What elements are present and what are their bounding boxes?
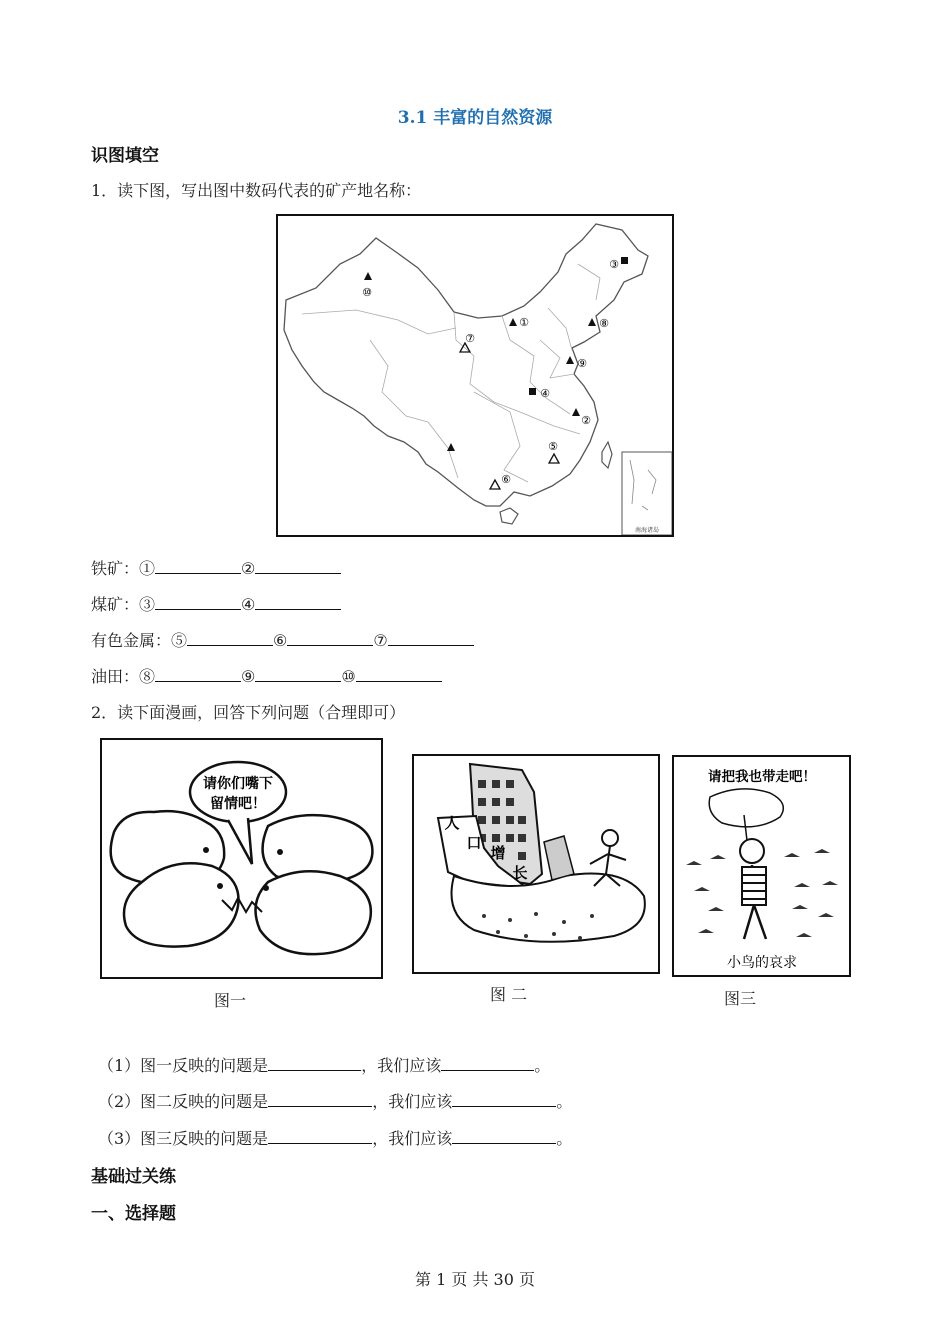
blank-q3-problem[interactable] — [268, 1129, 372, 1144]
page-title: 3.1 丰富的自然资源 — [397, 108, 553, 128]
bird-plea: 请把我也带走吧！ — [708, 769, 816, 785]
blank-oil-3[interactable] — [356, 667, 442, 682]
bubble-line-2: 留情吧！ — [210, 796, 266, 812]
marker-4-label: ④ — [540, 387, 550, 400]
marker-5-label: ⑤ — [548, 440, 558, 453]
china-outline — [284, 224, 648, 506]
marker-2-label: ② — [581, 414, 591, 427]
fill-oil-row: 油田：⑧ ⑨ ⑩ — [91, 664, 442, 687]
blank-iron-1[interactable] — [155, 559, 241, 574]
blank-q2-problem[interactable] — [268, 1092, 372, 1107]
blank-iron-2[interactable] — [255, 559, 341, 574]
blank-coal-1[interactable] — [155, 595, 241, 610]
comic-2-caption: 图 二 — [490, 985, 528, 1004]
section-heading-choice: 一、选择题 — [91, 1204, 176, 1224]
bubble-line-1: 请你们嘴下 — [203, 776, 273, 792]
fill-metal-row: 有色金属：⑤ ⑥ ⑦ — [91, 628, 474, 651]
bird-caption-inner: 小鸟的哀求 — [727, 955, 797, 971]
question-2-text: 2．读下面漫画，回答下列问题（合理即可） — [91, 703, 406, 722]
blank-oil-2[interactable] — [255, 667, 341, 682]
fill-coal-row: 煤矿：③ ④ — [91, 592, 341, 615]
word-ren: 人 — [444, 814, 460, 832]
word-zhang: 长 — [512, 864, 528, 882]
marker-1-label: ① — [519, 316, 529, 329]
blank-coal-2[interactable] — [255, 595, 341, 610]
marker-3-label: ③ — [609, 258, 619, 271]
comic-population — [412, 754, 660, 974]
section-heading-map-fill: 识图填空 — [91, 146, 159, 166]
marker-8-label: ⑧ — [599, 317, 609, 330]
comic-sheep — [100, 738, 383, 979]
marker-6-label: ⑥ — [501, 473, 511, 486]
blank-metal-1[interactable] — [187, 631, 273, 646]
inset-label: 南海诸岛 — [634, 527, 660, 534]
china-mineral-map — [276, 214, 674, 537]
blank-q3-solution[interactable] — [452, 1129, 556, 1144]
marker-7-label: ⑦ — [465, 332, 475, 345]
blank-metal-2[interactable] — [287, 631, 373, 646]
comic-1-caption: 图一 — [214, 991, 247, 1010]
blank-metal-3[interactable] — [388, 631, 474, 646]
marker-9-label: ⑨ — [577, 357, 587, 370]
sub-question-1: （1）图一反映的问题是 ，我们应该 。 — [98, 1056, 551, 1075]
section-heading-basic: 基础过关练 — [91, 1167, 176, 1187]
marker-10-label: ⑩ — [362, 286, 372, 299]
comic-bird — [672, 755, 851, 977]
word-kou: 口 — [466, 834, 482, 852]
sub-question-2: （2）图二反映的问题是 ，我们应该 。 — [98, 1092, 573, 1111]
blank-q1-problem[interactable] — [268, 1056, 361, 1071]
blank-q2-solution[interactable] — [452, 1092, 556, 1107]
blank-oil-1[interactable] — [155, 667, 241, 682]
word-zeng: 增 — [490, 844, 506, 862]
page-footer: 第 1 页 共 30 页 — [415, 1270, 535, 1289]
comic-3-caption: 图三 — [724, 989, 757, 1008]
fill-iron-row: 铁矿：① ② — [91, 556, 341, 579]
blank-q1-solution[interactable] — [441, 1056, 534, 1071]
sub-question-3: （3）图三反映的问题是 ，我们应该 。 — [98, 1129, 573, 1148]
question-1-text: 1．读下图，写出图中数码代表的矿产地名称： — [91, 181, 422, 200]
marker-symbol — [364, 272, 372, 280]
